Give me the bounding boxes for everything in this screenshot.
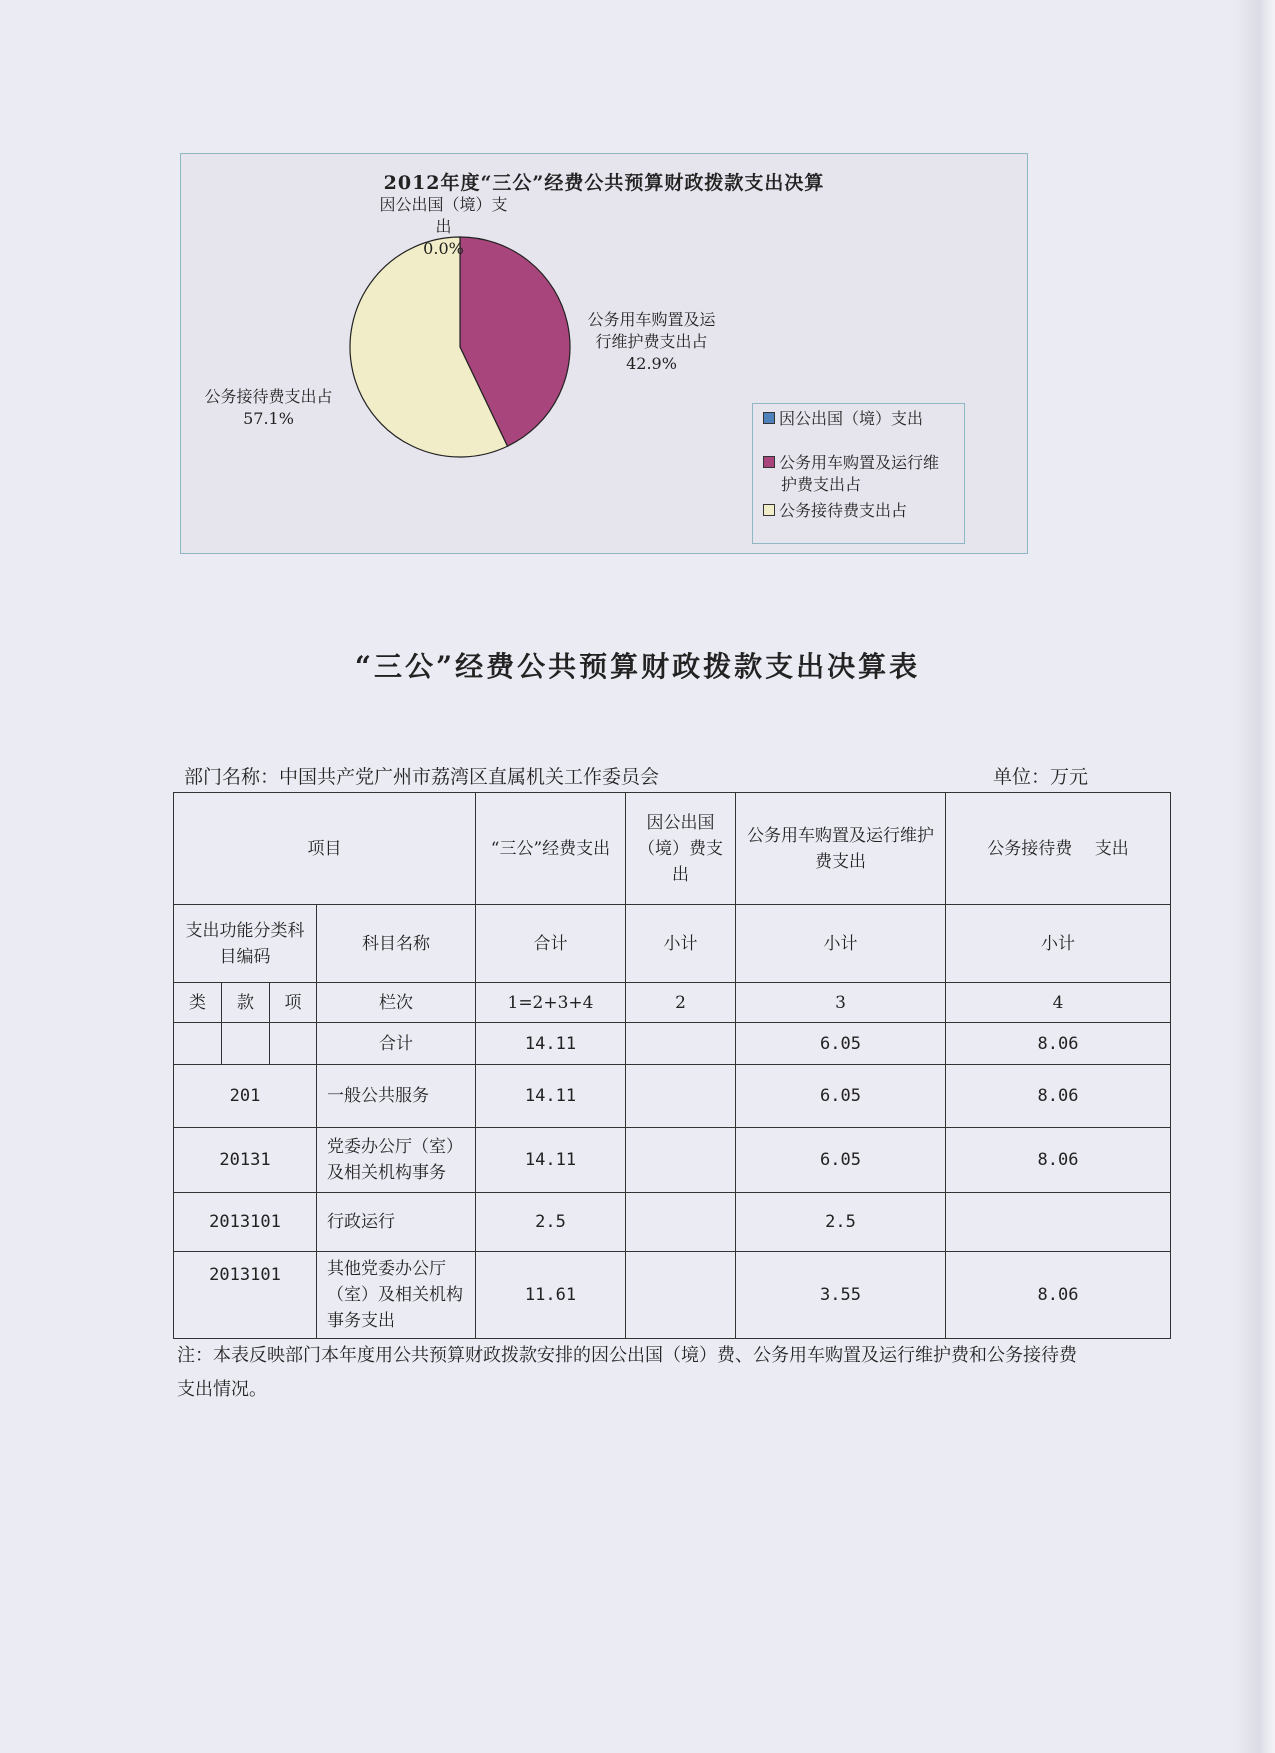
slice-label-car [564,309,739,375]
unit-label: 单位：万元 [993,766,1089,788]
row-reception: 8.06 [946,1128,1171,1193]
row-car: 3.55 [736,1252,946,1339]
chart-legend [752,403,965,544]
header-subtotal-car: 小计 [736,905,946,983]
header-col2: 2 [626,983,736,1023]
legend-item-car [763,452,963,496]
header-xiang: 项 [270,983,317,1023]
slice-label-car-value: 42.9% [626,354,677,373]
row-code: 20131 [174,1128,317,1193]
header-kuan: 款 [222,983,270,1023]
header-func-code: 支出功能分类科目编码 [174,905,317,983]
department-name: 部门名称：中国共产党广州市荔湾区直属机关工作委员会 [184,766,660,788]
legend-swatch-car [763,456,775,468]
legend-label-reception: 公务接待费支出占 [779,501,908,520]
row-total: 14.11 [476,1023,626,1065]
slice-label-reception [186,386,351,430]
header-col4: 4 [946,983,1171,1023]
header-row-1 [174,793,1171,905]
header-abroad: 因公出国（境）费支出 [626,793,736,905]
row-total: 2.5 [476,1193,626,1252]
slice-label-car-line1: 公务用车购置及运 [587,310,716,329]
row-code: 2013101 [174,1252,317,1339]
slice-label-abroad-line2: 出 [435,217,452,236]
table-title: “三公”经费公共预算财政拨款支出决算表 [354,650,921,683]
row-code: 201 [174,1065,317,1128]
table-row [174,1193,1171,1252]
row-xiang [270,1023,317,1065]
row-name: 合计 [317,1023,476,1065]
row-total: 14.11 [476,1065,626,1128]
row-lei [174,1023,222,1065]
row-total: 11.61 [476,1252,626,1339]
row-abroad [626,1128,736,1193]
row-name: 行政运行 [317,1193,476,1252]
slice-label-abroad-line1: 因公出国（境）支 [379,195,508,214]
row-abroad [626,1023,736,1065]
slice-label-abroad [356,194,531,260]
row-name: 一般公共服务 [317,1065,476,1128]
row-code: 2013101 [174,1193,317,1252]
header-subject-name: 科目名称 [317,905,476,983]
header-row-3 [174,983,1171,1023]
row-name: 党委办公厅（室）及相关机构事务 [317,1128,476,1193]
header-subtotal-abroad: 小计 [626,905,736,983]
legend-label-car-line2: 护费支出占 [781,475,862,494]
row-name: 其他党委办公厅（室）及相关机构事务支出 [317,1252,476,1339]
slice-label-car-line2: 行维护费支出占 [595,332,708,351]
legend-label-car-line1: 公务用车购置及运行维 [779,453,940,472]
row-car: 6.05 [736,1023,946,1065]
header-col3: 3 [736,983,946,1023]
legend-swatch-reception [763,504,775,516]
legend-item-abroad [763,408,963,430]
header-car: 公务用车购置及运行维护费支出 [736,793,946,905]
header-item: 项目 [174,793,476,905]
row-total: 14.11 [476,1128,626,1193]
row-reception [946,1193,1171,1252]
table-note: 注：本表反映部门本年度用公共预算财政拨款安排的因公出国（境）费、公务用车购置及运行维护费和公务接待费支出情况。 [177,1345,1077,1400]
slice-label-reception-line1: 公务接待费支出占 [204,387,333,406]
header-sangong: “三公”经费支出 [476,793,626,905]
row-abroad [626,1193,736,1252]
row-reception: 8.06 [946,1065,1171,1128]
row-reception: 8.06 [946,1252,1171,1339]
row-abroad [626,1252,736,1339]
page-edge [1235,0,1275,1753]
row-kuan [222,1023,270,1065]
chart-title: 2012年度“三公”经费公共预算财政拨款支出决算 [383,172,825,194]
row-reception: 8.06 [946,1023,1171,1065]
header-lei: 类 [174,983,222,1023]
header-col1: 1=2+3+4 [476,983,626,1023]
row-car: 6.05 [736,1065,946,1128]
slice-label-abroad-value: 0.0% [423,239,464,258]
table-row [174,1252,1171,1339]
header-total: 合计 [476,905,626,983]
expenditure-table [173,792,1171,1339]
header-subtotal-reception: 小计 [946,905,1171,983]
row-car: 2.5 [736,1193,946,1252]
pie-chart [180,153,1028,554]
legend-label-abroad: 因公出国（境）支出 [779,409,924,428]
table-row [174,1128,1171,1193]
table-row [174,1023,1171,1065]
slice-label-reception-value: 57.1% [243,409,294,428]
table-row [174,1065,1171,1128]
legend-item-reception [763,500,963,522]
header-reception: 公务接待费 支出 [946,793,1171,905]
row-abroad [626,1065,736,1128]
row-car: 6.05 [736,1128,946,1193]
header-row-2 [174,905,1171,983]
legend-swatch-abroad [763,412,775,424]
header-lanci: 栏次 [317,983,476,1023]
